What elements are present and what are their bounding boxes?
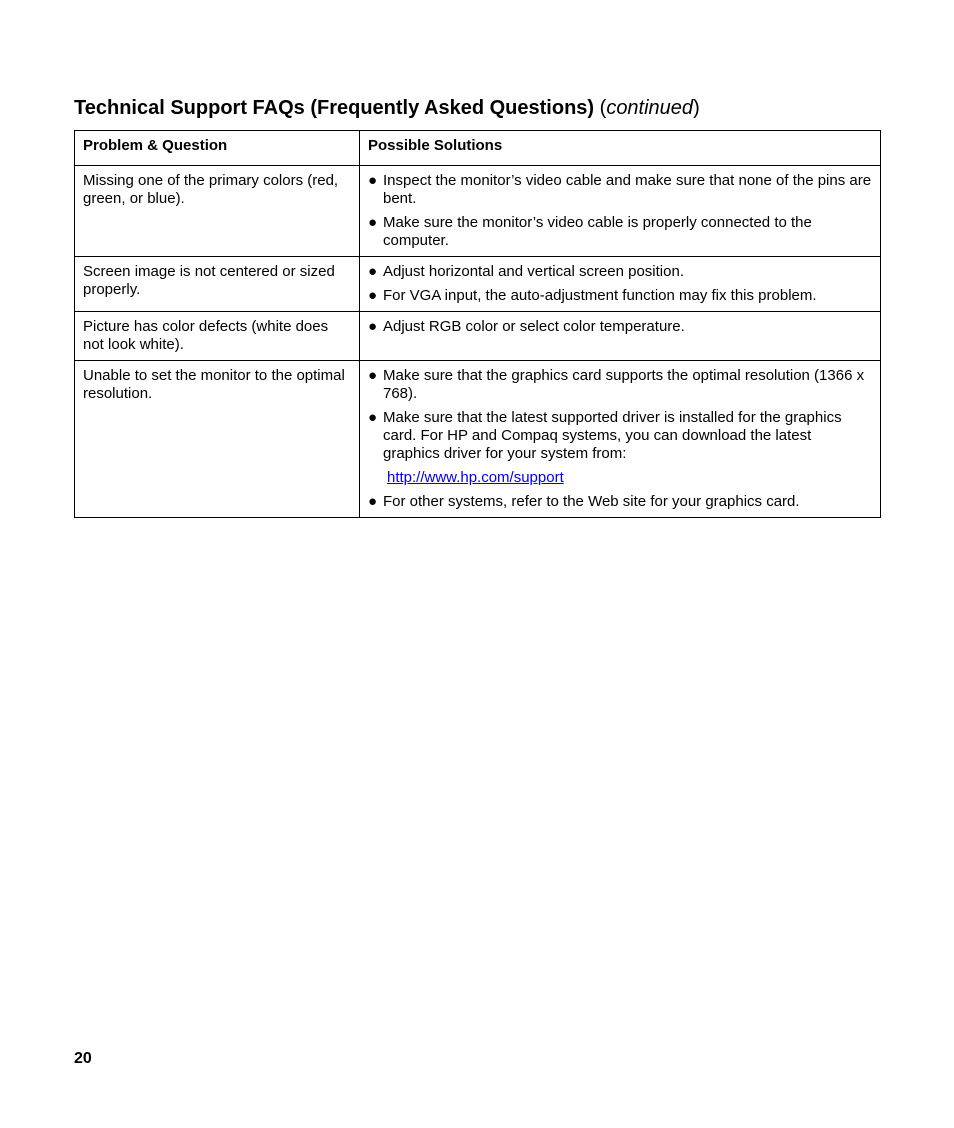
- solutions-cell: [360, 257, 881, 312]
- bullet-icon: ●: [368, 172, 378, 189]
- title-paren-open: (: [599, 97, 607, 119]
- solution-text: For VGA input, the auto-adjustment function may fix this problem.: [383, 287, 817, 304]
- table-row: [75, 312, 881, 361]
- problem-cell: Picture has color defects (white does not look white).: [75, 312, 360, 361]
- solution-text: Inspect the monitor’s video cable and make sure that none of the pins are bent.: [383, 172, 872, 207]
- title-paren-close: ): [693, 97, 700, 119]
- bullet-icon: ●: [368, 367, 378, 384]
- bullet-icon: ●: [368, 318, 378, 335]
- bullet-icon: ●: [368, 493, 378, 510]
- problem-cell: Screen image is not centered or sized properly.: [75, 257, 360, 312]
- bullet-icon: ●: [368, 263, 378, 280]
- solution-text: Make sure the monitor’s video cable is properly connected to the computer.: [383, 214, 812, 249]
- solution-item: [368, 263, 872, 281]
- page-title-main: Technical Support FAQs (Frequently Asked Questions): [74, 97, 595, 119]
- solution-item: [368, 172, 872, 208]
- header-possible-solutions: Possible Solutions: [360, 131, 881, 166]
- title-continued: continued: [606, 97, 694, 119]
- bullet-icon: ●: [368, 287, 378, 304]
- solution-item: [368, 409, 872, 463]
- table-header-row: [75, 131, 881, 166]
- solution-text: Make sure that the latest supported driver is installed for the graphics card. For HP and Compaq systems, you can download the latest graphics driver for your system from:: [383, 409, 842, 462]
- table-row: [75, 166, 881, 257]
- solution-item: [368, 493, 872, 511]
- solutions-cell: [360, 361, 881, 518]
- solution-text: Make sure that the graphics card supports the optimal resolution (1366 x 768).: [383, 367, 865, 402]
- problem-cell: Missing one of the primary colors (red, green, or blue).: [75, 166, 360, 257]
- solution-item: [368, 214, 872, 250]
- solution-item: [368, 318, 872, 336]
- solution-text: Adjust horizontal and vertical screen position.: [383, 263, 684, 280]
- solution-item: [368, 367, 872, 403]
- support-link-line: [368, 469, 872, 487]
- faq-table: [74, 130, 881, 518]
- hp-support-link[interactable]: http://www.hp.com/support: [387, 469, 564, 486]
- problem-cell: Unable to set the monitor to the optimal resolution.: [75, 361, 360, 518]
- bullet-icon: ●: [368, 409, 378, 426]
- page-title: [74, 94, 700, 122]
- header-problem-question: Problem & Question: [75, 131, 360, 166]
- solutions-cell: [360, 312, 881, 361]
- table-row: [75, 257, 881, 312]
- solutions-cell: [360, 166, 881, 257]
- table-row: [75, 361, 881, 518]
- page-number: 20: [74, 1050, 92, 1067]
- solution-text: For other systems, refer to the Web site for your graphics card.: [383, 493, 800, 510]
- solution-item: [368, 287, 872, 305]
- bullet-icon: ●: [368, 214, 378, 231]
- solution-text: Adjust RGB color or select color temperature.: [383, 318, 685, 335]
